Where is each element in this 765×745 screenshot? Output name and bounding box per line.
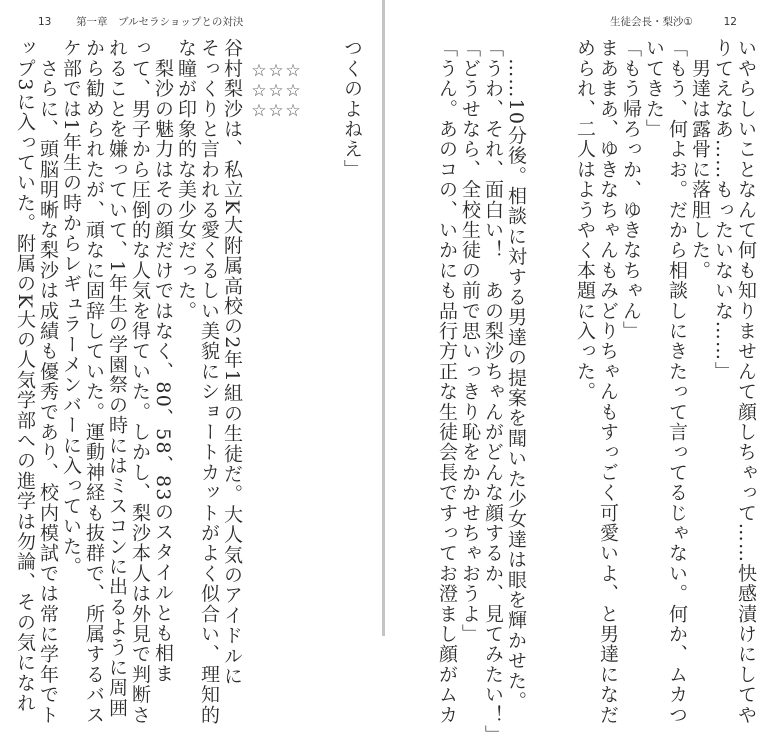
text-column: から勧められたが、頑なに固辞していた。運動神経も抜群で、所属するバス xyxy=(83,38,105,725)
right-page xyxy=(385,0,765,745)
text-column: ケ部では1年生の時からレギュラーメンバーに入っていた。 xyxy=(60,38,82,577)
text-column: められ、二人はようやく本題に入った。 xyxy=(574,38,596,402)
text-column: つくのよねえ」 xyxy=(341,38,363,180)
text-column: 梨沙の魅力はその顔だけではなく、80、58、83のスタイルとも相ま xyxy=(152,38,174,684)
text-column: りてえなあ……もったいないな……」 xyxy=(712,38,734,382)
running-head: 第一章 ブルセラショップとの対決 xyxy=(76,16,244,28)
text-column: 「うん。あのコの、いかにも品行方正な生徒会長ですってお澄まし顔がムカ xyxy=(436,38,458,725)
text-column: まあまあ、ゆきなちゃんもみどりちゃんもすっごく可愛いよ、と男達になだ xyxy=(597,38,619,725)
star-icons: ☆☆☆ xyxy=(283,61,303,121)
text-column: さらに、頭脳明晰な梨沙は成績も優秀であり、校内模試では常に学年でト xyxy=(37,38,59,725)
text-column: 谷村梨沙は、私立K大附属高校の2年1組の生徒だ。大人気のアイドルに xyxy=(221,38,243,686)
text-column: いやらしいことなんて何も知りませんて顔しちゃって……快感漬けにしてや xyxy=(735,38,757,725)
text-column: って、男子から圧倒的な人気を得ていた。しかし、梨沙本人は外見で判断さ xyxy=(129,38,151,725)
star-icons: ☆☆☆ xyxy=(266,61,286,121)
text-column: ……10分後。相談に対する男達の提案を聞いた少女達は眼を輝かせた。 xyxy=(505,38,527,711)
left-page-header xyxy=(38,14,243,29)
text-column: 「どうせなら、全校生徒の前で思いっきり恥をかかせちゃおうよ」 xyxy=(459,38,481,644)
text-column: 男達は露骨に落胆した。 xyxy=(689,38,711,281)
text-column: 「うわ、それ、面白い！ あの梨沙ちゃんがどんな顔するか、見てみたい！」 xyxy=(482,38,504,745)
text-column: いてきた」 xyxy=(643,38,665,139)
text-column: 「もう帰ろっか、ゆきなちゃん」 xyxy=(620,38,642,341)
left-page xyxy=(0,0,382,725)
star-icons: ☆☆☆ xyxy=(249,61,269,121)
running-head: 生徒会長・梨沙① xyxy=(610,16,693,28)
text-column: な瞳が印象的な美少女だった。 xyxy=(175,38,197,321)
text-column: 「もう、何よお。だから相談しにきたって言ってるじゃない。何か、ムカつ xyxy=(666,38,688,725)
text-column: そっくりと言われる愛くるしい美貌にショートカットがよく似合い、理知的 xyxy=(198,38,220,725)
page-number: 12 xyxy=(723,16,737,28)
page-number: 13 xyxy=(38,16,52,28)
text-column: れることを嫌っていて、1年生の学園祭の時にはミスコンに出るように周囲 xyxy=(106,38,128,718)
right-page-header xyxy=(610,14,737,29)
scene-break xyxy=(249,56,303,126)
text-column: ップ3に入っていた。附属のK大の人気学部への進学は勿論、その気になれ xyxy=(14,38,36,714)
